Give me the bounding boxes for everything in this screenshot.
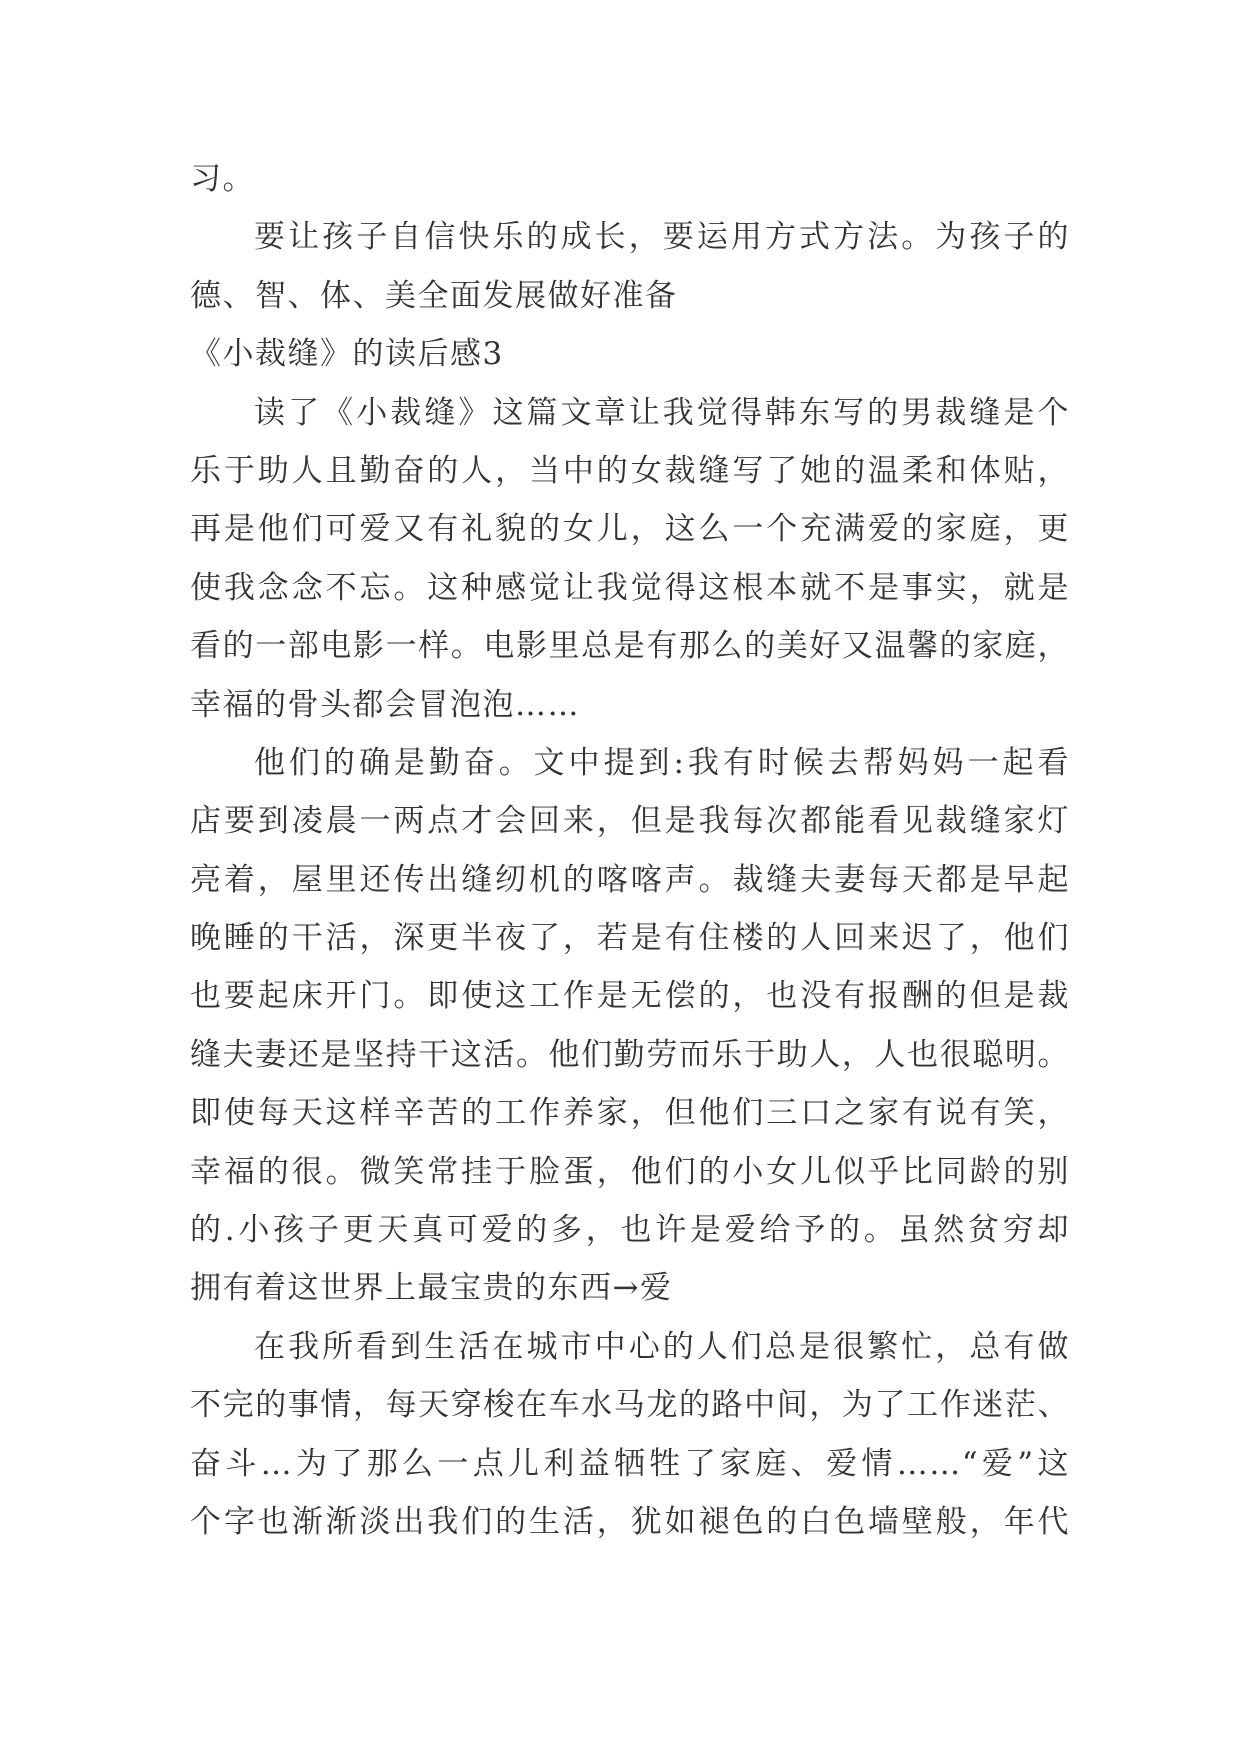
- text-line: 使我念念不忘。这种感觉让我觉得这根本就不是事实，就是: [190, 569, 1070, 606]
- text-line: 看的一部电影一样。电影里总是有那么的美好又温馨的家庭，: [190, 628, 1070, 665]
- text-line: 店要到凌晨一两点才会回来，但是我每次都能看见裁缝家灯: [190, 803, 1070, 840]
- document-body: [190, 150, 1070, 1551]
- text-line: 读了《小裁缝》这篇文章让我觉得韩东写的男裁缝是个: [254, 394, 1070, 431]
- text-line: 不完的事情，每天穿梭在车水马龙的路中间，为了工作迷茫、: [190, 1387, 1070, 1424]
- text-line: 亮着，屋里还传出缝纫机的喀喀声。裁缝夫妻每天都是早起: [190, 861, 1070, 898]
- text-line: 奋斗…为了那么一点儿利益牺牲了家庭、爱情……“爱”这: [190, 1445, 1070, 1482]
- text-line: 他们的确是勤奋。文中提到:我有时候去帮妈妈一起看: [254, 744, 1070, 781]
- text-line: 在我所看到生活在城市中心的人们总是很繁忙，总有做: [254, 1328, 1070, 1365]
- text-line: 德、智、体、美全面发展做好准备: [190, 277, 678, 314]
- text-line: 晚睡的干活，深更半夜了，若是有住楼的人回来迟了，他们: [190, 920, 1070, 957]
- text-line: 《小裁缝》的读后感3: [190, 336, 504, 373]
- text-line: 习。: [190, 161, 255, 197]
- text-line: 幸福的很。微笑常挂于脸蛋，他们的小女儿似乎比同龄的别: [190, 1153, 1070, 1190]
- text-line: 也要起床开门。即使这工作是无偿的，也没有报酬的但是裁: [190, 978, 1070, 1015]
- text-line: 再是他们可爱又有礼貌的女儿，这么一个充满爱的家庭，更: [190, 511, 1070, 548]
- text-line: 的.小孩子更天真可爱的多，也许是爱给予的。虽然贫穷却: [190, 1212, 1070, 1249]
- text-line: 拥有着这世界上最宝贵的东西→爱: [190, 1270, 673, 1307]
- text-line: 缝夫妻还是坚持干这活。他们勤劳而乐于助人，人也很聪明。: [190, 1036, 1070, 1073]
- text-line: 要让孩子自信快乐的成长，要运用方式方法。为孩子的: [254, 219, 1070, 256]
- text-line: 即使每天这样辛苦的工作养家，但他们三口之家有说有笑，: [190, 1095, 1070, 1132]
- text-line: 个字也渐渐淡出我们的生活，犹如褪色的白色墙壁般，年代: [190, 1503, 1070, 1540]
- text-line: 乐于助人且勤奋的人，当中的女裁缝写了她的温柔和体贴，: [190, 452, 1070, 489]
- text-line: 幸福的骨头都会冒泡泡……: [190, 686, 580, 723]
